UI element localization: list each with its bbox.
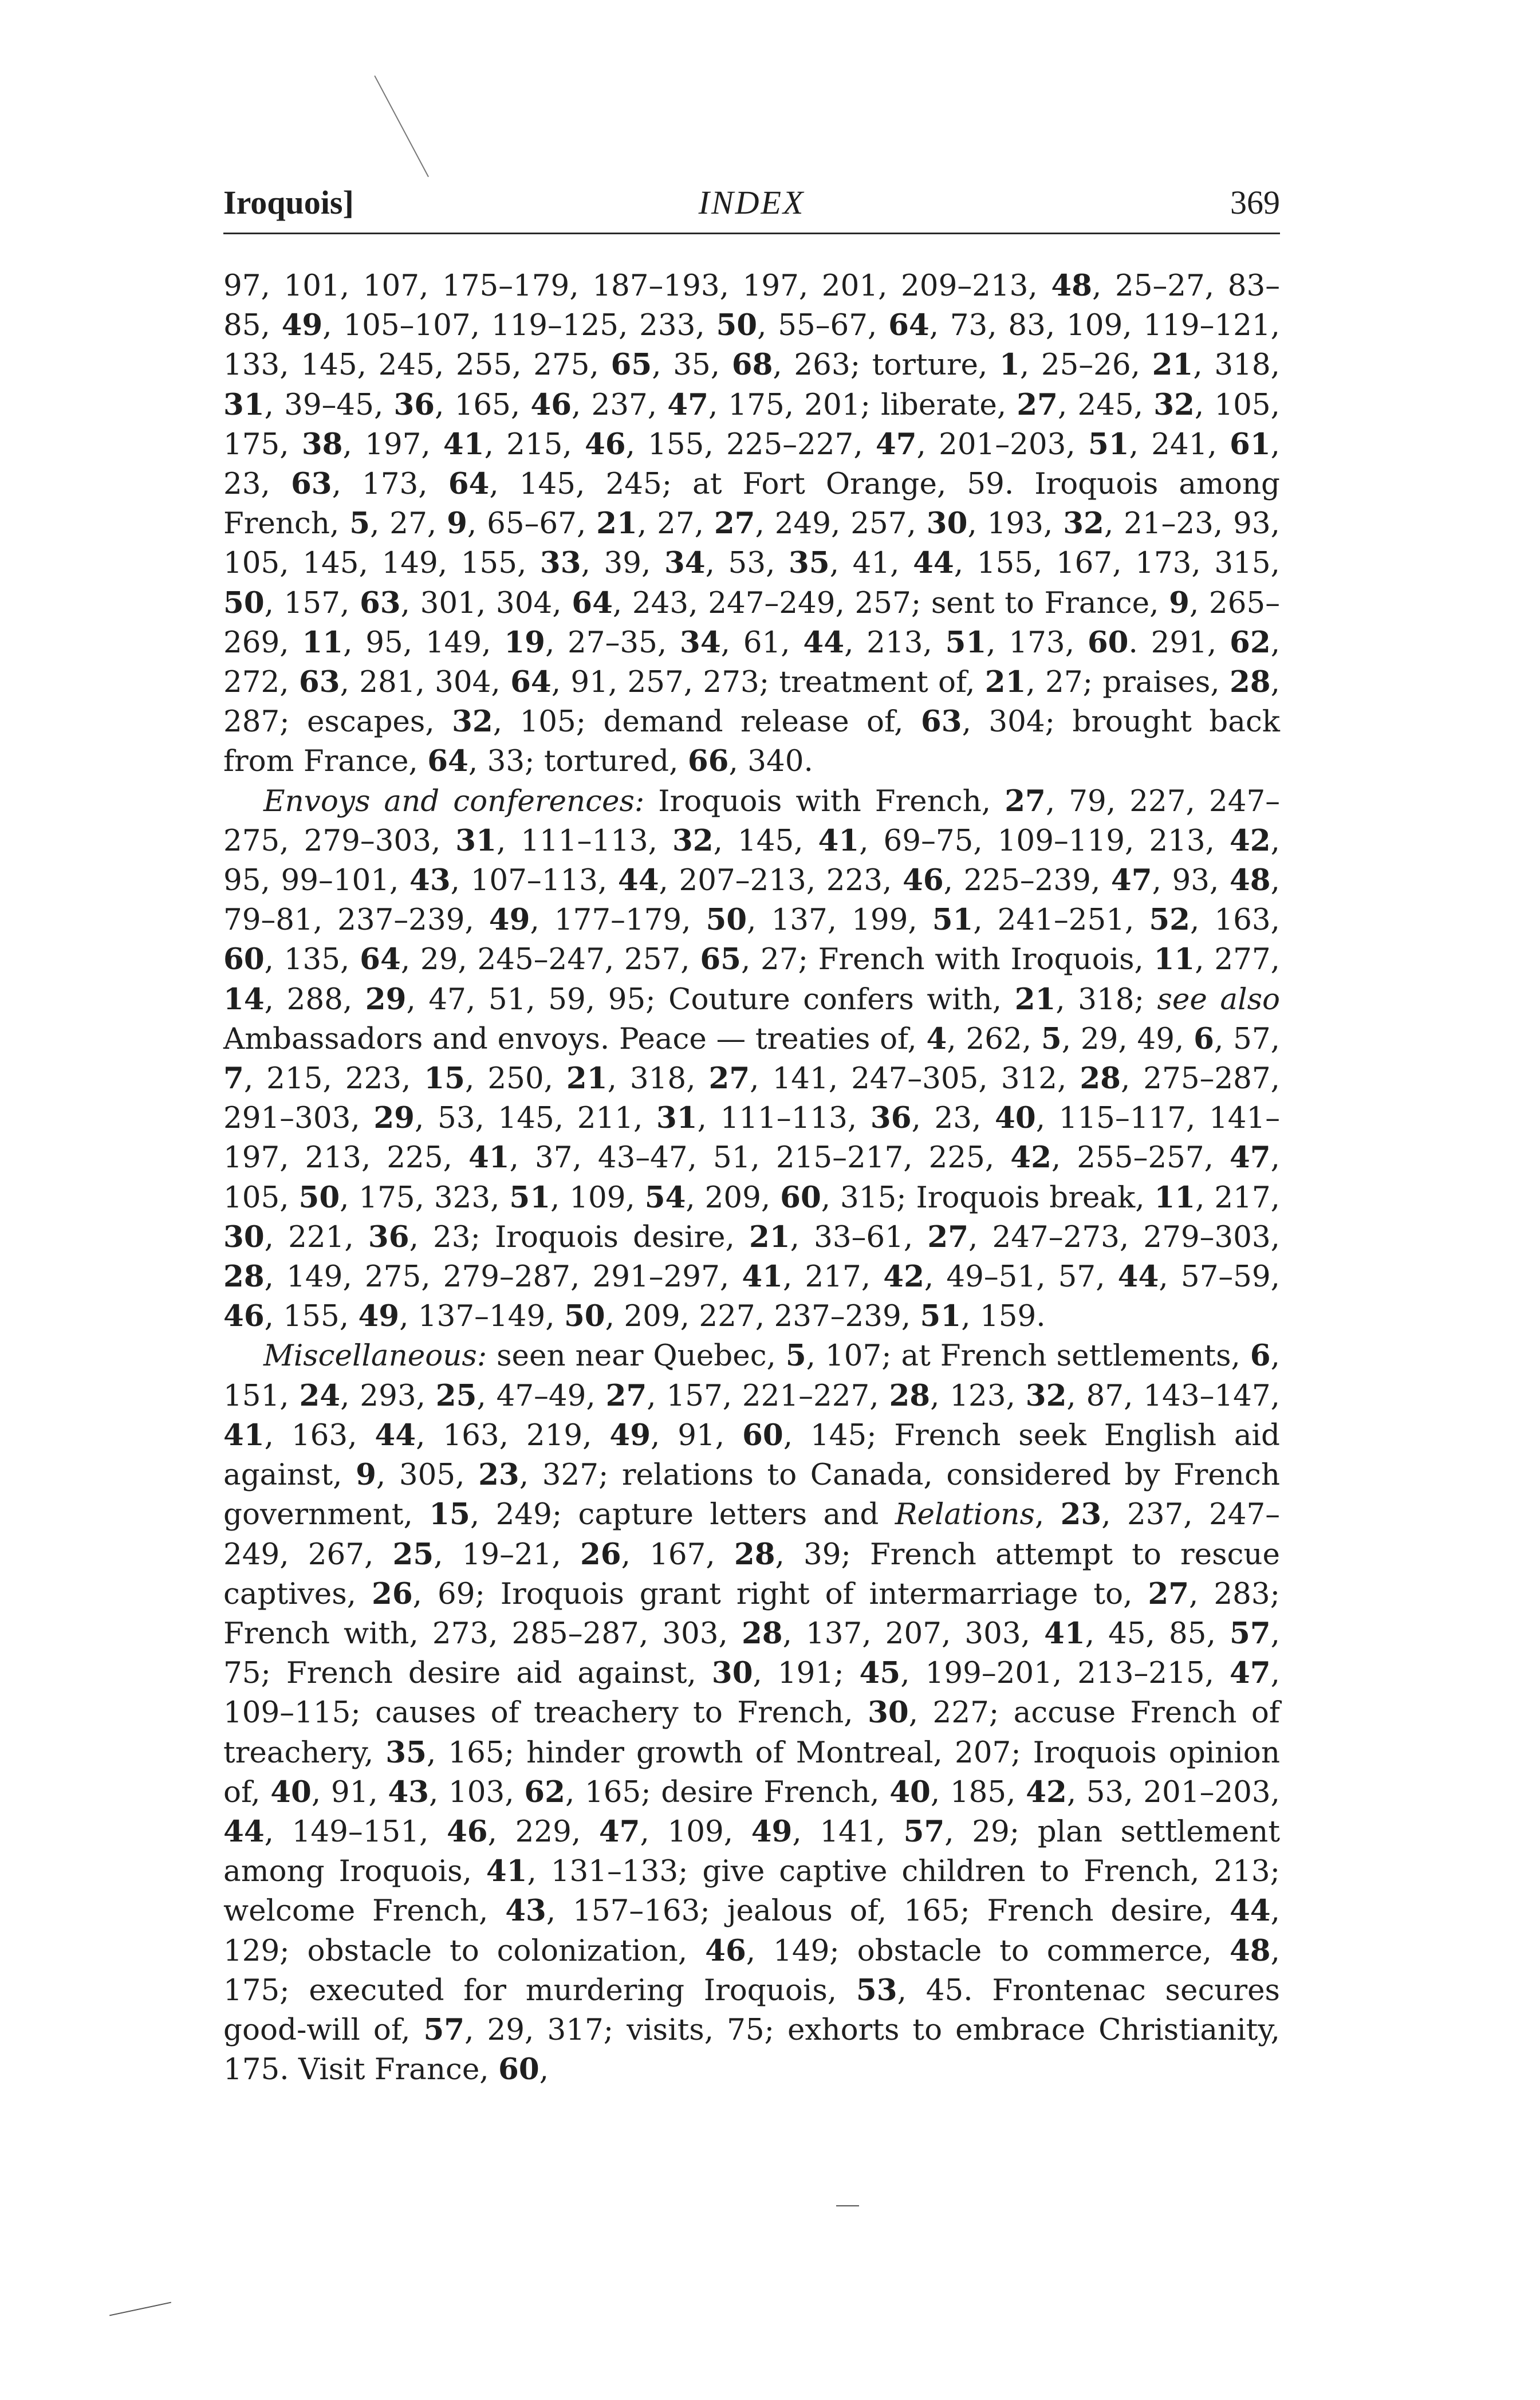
- page-mark: [374, 75, 430, 177]
- index-page: [223, 183, 1280, 2090]
- page-number: 369: [1230, 184, 1280, 221]
- paragraph-envoys: Envoys and conferences: Iroquois with French, 27, 79, 227, 247–275, 279–303, 31, 111–113, 32, 145, 41, 69–75, 109–119, 213, 42, 95, 99–101, 43, 107–113, 44, 207–213, 223, 46, 225–239, 47, 93, 48, 79–81, 237–239, 49, 177–179, 50, 137, 199, 51, 241–251, 52, 163, 60, 135, 64, 29, 245–247, 257, 65, 27; French with Iroquois, 11, 277, 14, 288, 29, 47, 51, 59, 95; Couture confers with, 21, 318; see also Ambassadors and envoys. Peace — treaties of, 4, 262, 5, 29, 49, 6, 57, 7, 215, 223, 15, 250, 21, 318, 27, 141, 247–305, 312, 28, 275–287, 291–303, 29, 53, 145, 211, 31, 111–113, 36, 23, 40, 115–117, 141–197, 213, 225, 41, 37, 43–47, 51, 215–217, 225, 42, 255–257, 47, 105, 50, 175, 323, 51, 109, 54, 209, 60, 315; Iroquois break, 11, 217, 30, 221, 36, 23; Iroquois desire, 21, 33–61, 27, 247–273, 279–303, 28, 149, 275, 279–287, 291–297, 41, 217, 42, 49–51, 57, 44, 57–59, 46, 155, 49, 137–149, 50, 209, 227, 237–239, 51, 159.: [223, 784, 1281, 1334]
- page-mark: [109, 2302, 171, 2316]
- index-body: [223, 266, 1280, 2090]
- running-head-entry: Iroquois]: [223, 184, 354, 221]
- paragraph-miscellaneous: Miscellaneous: seen near Quebec, 5, 107; at French settlements, 6, 151, 24, 293, 25, 47–49, 27, 157, 221–227, 28, 123, 32, 87, 143–147, 41, 163, 44, 163, 219, 49, 91, 60, 145; French seek English aid against, 9, 305, 23, 327; relations to Canada, considered by French government, 15, 249; capture letters and Relations, 23, 237, 247–249, 267, 25, 19–21, 26, 167, 28, 39; French attempt to rescue captives, 26, 69; Iroquois grant right of intermarriage to, 27, 283; French with, 273, 285–287, 303, 28, 137, 207, 303, 41, 45, 85, 57, 75; French desire aid against, 30, 191; 45, 199–201, 213–215, 47, 109–115; causes of treachery to French, 30, 227; accuse French of treachery, 35, 165; hinder growth of Montreal, 207; Iroquois opinion of, 40, 91, 43, 103, 62, 165; desire French, 40, 185, 42, 53, 201–203, 44, 149–151, 46, 229, 47, 109, 49, 141, 57, 29; plan settlement among Iroquois, 41, 131–133; give captive children to French, 213; welcome French, 43, 157–163; jealous of, 165; French desire, 44, 129; obstacle to colonization, 46, 149; obstacle to commerce, 48, 175; executed for murdering Iroquois, 53, 45. Frontenac secures good-will of, 57, 29, 317; visits, 75; exhorts to embrace Christianity, 175. Visit France, 60,: [223, 1339, 1281, 2087]
- header-rule: [223, 233, 1280, 234]
- running-head: [223, 183, 1280, 225]
- page-mark: [836, 2205, 859, 2206]
- running-head-title: INDEX: [698, 184, 805, 221]
- paragraph-continued: 97, 101, 107, 175–179, 187–193, 197, 201, 209–213, 48, 25–27, 83–85, 49, 105–107, 119–125, 233, 50, 55–67, 64, 73, 83, 109, 119–121, 133, 145, 245, 255, 275, 65, 35, 68, 263; torture, 1, 25–26, 21, 318, 31, 39–45, 36, 165, 46, 237, 47, 175, 201; liberate, 27, 245, 32, 105, 175, 38, 197, 41, 215, 46, 155, 225–227, 47, 201–203, 51, 241, 61, 23, 63, 173, 64, 145, 245; at Fort Orange, 59. Iroquois among French, 5, 27, 9, 65–67, 21, 27, 27, 249, 257, 30, 193, 32, 21–23, 93, 105, 145, 149, 155, 33, 39, 34, 53, 35, 41, 44, 155, 167, 173, 315, 50, 157, 63, 301, 304, 64, 243, 247–249, 257; sent to France, 9, 265–269, 11, 95, 149, 19, 27–35, 34, 61, 44, 213, 51, 173, 60. 291, 62, 272, 63, 281, 304, 64, 91, 257, 273; treatment of, 21, 27; praises, 28, 287; escapes, 32, 105; demand release of, 63, 304; brought back from France, 64, 33; tortured, 66, 340.: [223, 269, 1281, 779]
